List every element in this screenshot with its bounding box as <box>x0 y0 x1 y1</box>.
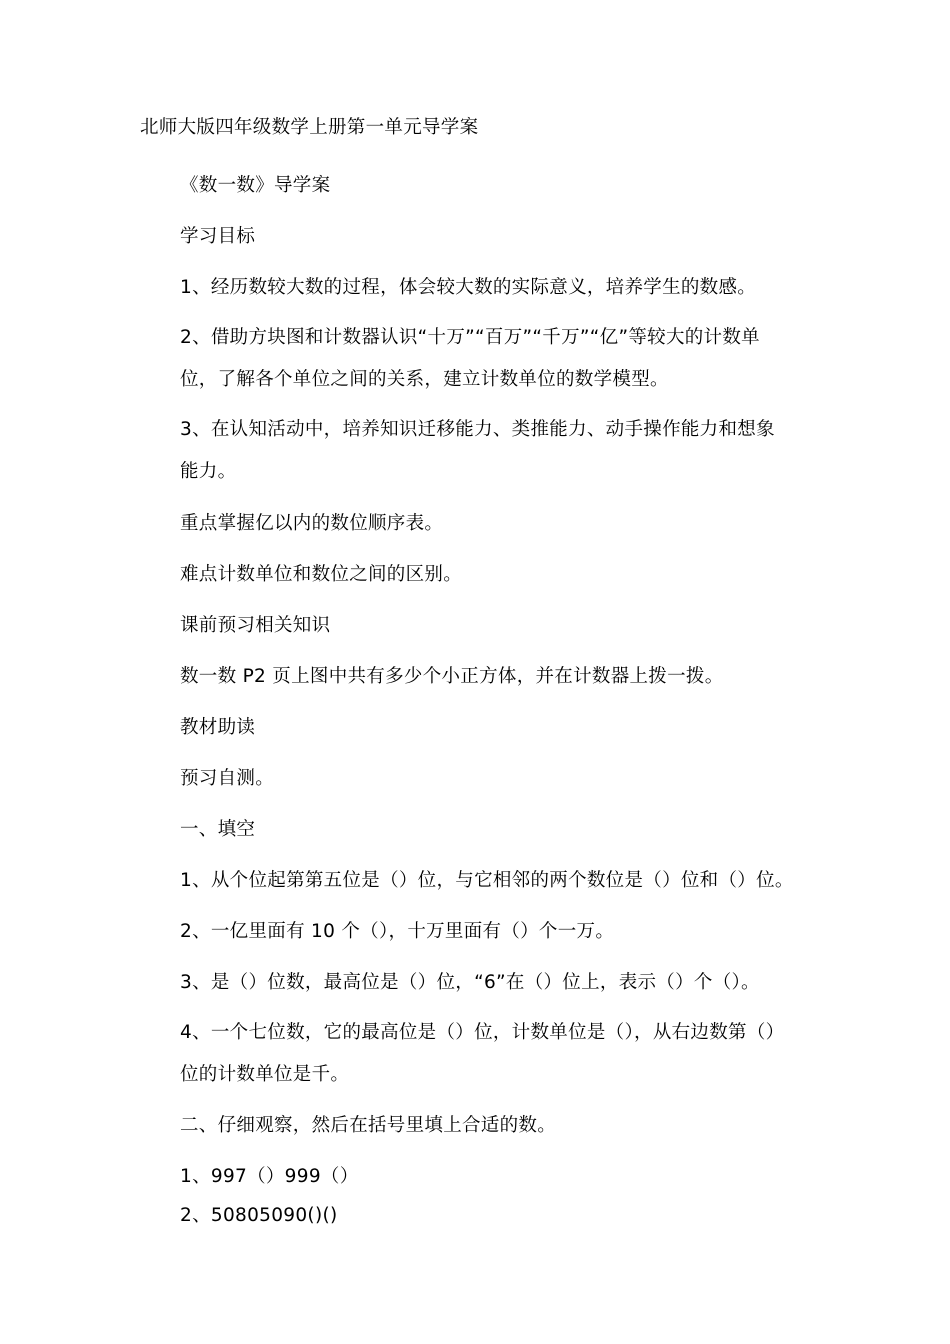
goal-item-text: 2、借助方块图和计数器认识“十万”“百万”“千万”“亿”等较大的计数单位，了解各个单位之间的关系，建立计数单位的数学模型。 <box>180 327 760 390</box>
fill-item-text: 4、一个七位数，它的最高位是（）位，计数单位是（），从右边数第（）位的计数单位是千。 <box>180 1022 776 1085</box>
goal-item <box>140 317 780 401</box>
preview-task: 数一数 P2 页上图中共有多少个小正方体，并在计数器上拨一拨。 <box>180 666 724 687</box>
section-heading-preview: 课前预习相关知识 <box>180 615 331 636</box>
fill-item: 3、是（）位数，最高位是（）位，“6”在（）位上，表示（）个（）。 <box>180 972 760 993</box>
part2-heading: 二、仔细观察，然后在括号里填上合适的数。 <box>180 1115 557 1136</box>
fill-item: 2、一亿里面有 10 个（），十万里面有（）个一万。 <box>180 921 615 942</box>
document-title: 北师大版四年级数学上册第一单元导学案 <box>140 117 479 138</box>
goal-item: 1、经历数较大数的过程，体会较大数的实际意义，培养学生的数感。 <box>180 277 757 298</box>
section-heading-goals: 学习目标 <box>180 226 256 247</box>
lesson-title: 《数一数》导学案 <box>180 175 331 196</box>
section-heading-textbook: 教材助读 <box>180 717 256 738</box>
part1-heading: 一、填空 <box>180 819 256 840</box>
self-test-label: 预习自测。 <box>180 768 275 789</box>
observe-item: 1、997（）999（） <box>180 1166 359 1187</box>
observe-item: 2、50805090()() <box>180 1205 338 1226</box>
difficult-point: 难点计数单位和数位之间的区别。 <box>180 564 463 585</box>
key-point: 重点掌握亿以内的数位顺序表。 <box>180 513 444 534</box>
goal-item <box>140 409 780 493</box>
fill-item: 1、从个位起第第五位是（）位，与它相邻的两个数位是（）位和（）位。 <box>180 870 794 891</box>
goal-item-text: 3、在认知活动中，培养知识迁移能力、类推能力、动手操作能力和想象能力。 <box>180 419 775 482</box>
fill-item <box>140 1012 780 1096</box>
